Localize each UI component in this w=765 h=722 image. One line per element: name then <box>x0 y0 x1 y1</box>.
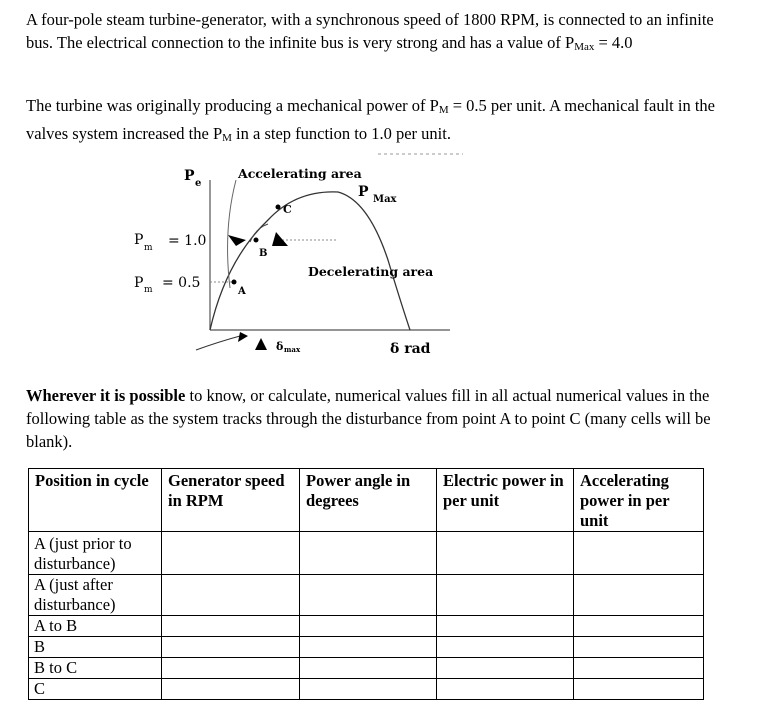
pm1-label: P <box>134 232 144 248</box>
header-angle: Power angle in degrees <box>300 469 437 532</box>
delta-max-symbol: δ <box>276 340 284 353</box>
pm05-subscript: m <box>144 285 153 295</box>
row-label: C <box>29 679 162 700</box>
p2-text-c: in a step function to 1.0 per unit. <box>231 124 451 143</box>
speed-cell[interactable] <box>162 616 300 637</box>
pm1-subscript: m <box>144 243 153 253</box>
row-label: A (just prior to disturbance) <box>29 532 162 575</box>
electric-power-cell[interactable] <box>437 532 574 575</box>
table-row <box>29 658 704 679</box>
bottom-arc <box>196 336 240 350</box>
delta-max-subscript: max <box>284 345 301 354</box>
angle-cell[interactable] <box>300 679 437 700</box>
p2-subscript-1: M <box>438 104 449 116</box>
pe-label: P <box>184 168 195 184</box>
pe-subscript: e <box>195 178 202 189</box>
p1-subscript: Max <box>574 41 595 53</box>
angle-cell[interactable] <box>300 637 437 658</box>
header-position: Position in cycle <box>29 469 162 532</box>
instructions-bold: Wherever it is possible <box>26 386 186 405</box>
p1-text-a: A four-pole steam turbine-generator, with a synchronous speed of 1800 RPM, is connected to an infinite bus. The electrical connection to the infinite bus is very strong and has a value of P <box>26 10 714 52</box>
arrow-b-right <box>272 232 288 246</box>
pm05-value: = 0.5 <box>162 275 201 291</box>
instructions-paragraph <box>26 384 726 453</box>
point-c-label: C <box>283 203 292 216</box>
electric-power-cell[interactable] <box>437 658 574 679</box>
speed-cell[interactable] <box>162 658 300 679</box>
decelerating-area-label: Decelerating area <box>308 264 434 279</box>
arrow-b-left <box>228 235 246 246</box>
pm05-label: P <box>134 275 144 291</box>
electric-power-cell[interactable] <box>437 637 574 658</box>
pm1-value: = 1.0 <box>168 233 207 249</box>
accelerating-power-cell[interactable] <box>574 637 704 658</box>
point-b-label: B <box>259 248 268 259</box>
pmax-label: P <box>358 184 369 200</box>
b-arc <box>250 224 268 242</box>
answer-table <box>28 468 704 700</box>
speed-cell[interactable] <box>162 637 300 658</box>
row-label: A to B <box>29 616 162 637</box>
table-row <box>29 616 704 637</box>
p1-text-b: = 4.0 <box>594 33 633 52</box>
point-b-dot <box>254 238 259 243</box>
table-row <box>29 532 704 575</box>
speed-cell[interactable] <box>162 679 300 700</box>
accelerating-power-cell[interactable] <box>574 658 704 679</box>
p2-text-a: The turbine was originally producing a mechanical power of P <box>26 96 439 115</box>
power-angle-curve <box>210 192 410 330</box>
row-label: B <box>29 637 162 658</box>
point-c-dot <box>276 205 281 210</box>
angle-cell[interactable] <box>300 575 437 616</box>
angle-cell[interactable] <box>300 658 437 679</box>
point-a-label: A <box>238 286 246 297</box>
table-row <box>29 575 704 616</box>
speed-cell[interactable] <box>162 575 300 616</box>
electric-power-cell[interactable] <box>437 616 574 637</box>
pmax-subscript: Max <box>373 194 397 205</box>
table-row <box>29 637 704 658</box>
table-row <box>29 679 704 700</box>
delta-rad-label: δ rad <box>390 341 431 357</box>
accelerating-power-cell[interactable] <box>574 532 704 575</box>
accelerating-power-cell[interactable] <box>574 616 704 637</box>
p2-text-b: = 0.5 per unit. A mechanical fault in the valves system increased the P <box>26 96 715 143</box>
construction-curve <box>228 180 236 288</box>
bottom-arrow-up <box>255 338 267 350</box>
row-label: A (just after disturbance) <box>29 575 162 616</box>
accelerating-power-cell[interactable] <box>574 575 704 616</box>
power-angle-figure <box>128 150 468 370</box>
table-header-row <box>29 469 704 532</box>
row-label: B to C <box>29 658 162 679</box>
problem-paragraph-2 <box>26 94 726 150</box>
electric-power-cell[interactable] <box>437 679 574 700</box>
problem-paragraph-1 <box>26 8 726 59</box>
speed-cell[interactable] <box>162 532 300 575</box>
accelerating-power-cell[interactable] <box>574 679 704 700</box>
bottom-arrow-left <box>238 332 248 342</box>
header-electric-power: Electric power in per unit <box>437 469 574 532</box>
header-speed: Generator speed in RPM <box>162 469 300 532</box>
electric-power-cell[interactable] <box>437 575 574 616</box>
accelerating-area-label: Accelerating area <box>238 166 362 181</box>
p2-subscript-2: M <box>222 132 232 144</box>
header-accelerating-power: Accelerating power in per unit <box>574 469 704 532</box>
angle-cell[interactable] <box>300 616 437 637</box>
instructions-rest: to know, or calculate, numerical values fill in all actual numerical values in the following table as the system tracks through the disturbance from point A to point C (many cells will be blank). <box>26 386 711 451</box>
point-a-dot <box>232 280 237 285</box>
angle-cell[interactable] <box>300 532 437 575</box>
